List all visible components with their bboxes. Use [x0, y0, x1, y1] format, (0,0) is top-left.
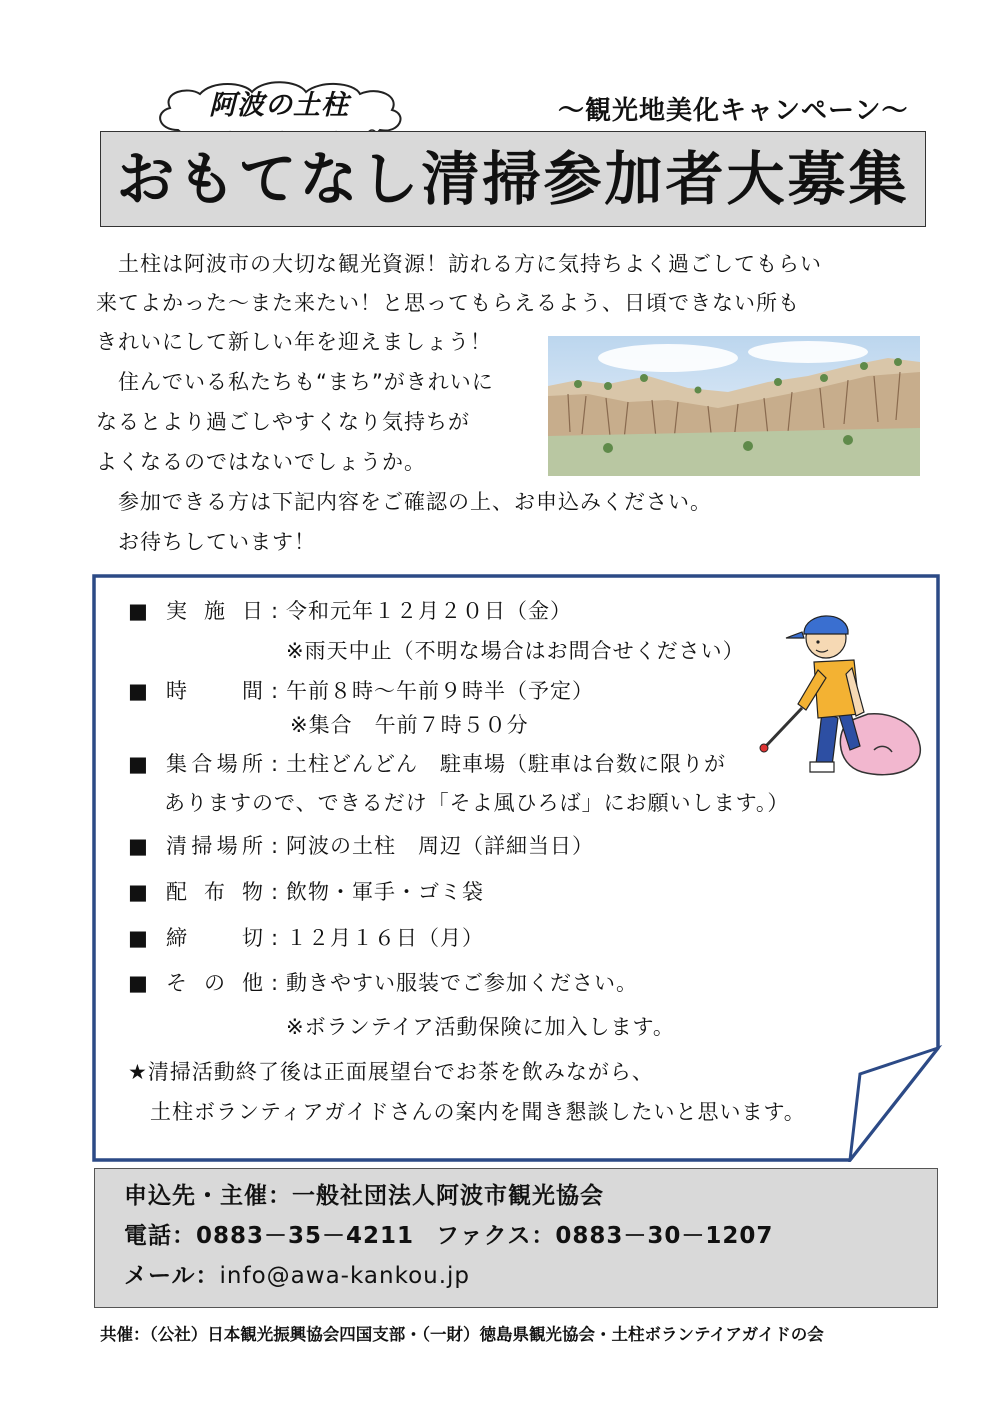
phone-number: 0883－35－4211	[196, 1223, 415, 1249]
detail-distribution: ■ 配布物 : 飲物・軍手・ゴミ袋	[128, 877, 484, 907]
intro-line: きれいにして新しい年を迎えましょう！	[96, 330, 492, 354]
mail-label: メール：	[124, 1263, 220, 1289]
detail-time: ■ 時間 : 午前８時～午前９時半（予定）	[128, 676, 594, 706]
intro-line: 土柱は阿波市の大切な観光資源！訪れる方に気持ちよく過ごしてもらい	[96, 252, 822, 276]
detail-cleaning-place: ■ 清掃場所 : 阿波の土柱 周辺（詳細当日）	[128, 831, 594, 861]
detail-other: ■ その他 : 動きやすい服装でご参加ください。	[128, 968, 638, 998]
detail-label: 清掃場所	[166, 834, 264, 858]
phone-label: 電話：	[124, 1223, 196, 1249]
earth-pillars-illustration	[548, 336, 920, 476]
detail-value: 令和元年１２月２０日（金）	[286, 599, 572, 623]
detail-value: 土柱どんどん 駐車場（駐車は台数に限りが	[286, 752, 726, 776]
detail-value: １２月１６日（月）	[286, 926, 484, 950]
cleanup-volunteer-illustration	[752, 600, 932, 790]
star-note: ★清掃活動終了後は正面展望台でお茶を飲みながら、	[128, 1060, 654, 1084]
intro-line: 来てよかった～また来たい！と思ってもらえるよう、日頃できない所も	[96, 291, 800, 315]
intro-line: 参加できる方は下記内容をご確認の上、お申込みください。	[96, 490, 712, 514]
bullet-square: ■	[128, 880, 149, 904]
detail-label: 締切	[166, 926, 264, 950]
fax-number: 0883－30－1207	[555, 1223, 774, 1249]
campaign-subtitle: ～観光地美化キャンペーン～	[558, 96, 909, 126]
mail-line	[124, 1260, 470, 1292]
detail-note: ※雨天中止（不明な場合はお問合せください）	[286, 639, 745, 663]
detail-value: 阿波の土柱 周辺（詳細当日）	[286, 834, 594, 858]
bullet-square: ■	[128, 752, 149, 776]
detail-note: ※集合 午前７時５０分	[290, 713, 529, 737]
bullet-square: ■	[128, 679, 149, 703]
intro-line: お待ちしています！	[96, 530, 316, 554]
detail-note: ありますので、できるだけ「そよ風ひろば」にお願いします。）	[164, 791, 790, 815]
detail-meeting-place: ■ 集合場所 : 土柱どんどん 駐車場（駐車は台数に限りが	[128, 749, 726, 779]
intro-line: よくなるのではないでしょうか。	[96, 450, 426, 474]
page-title: おもてなし清掃参加者大募集	[116, 145, 910, 213]
detail-value: 飲物・軍手・ゴミ袋	[286, 880, 484, 904]
detail-label: 集合場所	[166, 752, 264, 776]
organizer-line	[124, 1180, 604, 1212]
bullet-square: ■	[128, 599, 149, 623]
detail-label: 実施日	[166, 599, 264, 623]
phone-line	[124, 1220, 773, 1252]
fax-label: ファクス：	[436, 1223, 556, 1249]
badge-title: 阿波の土柱	[209, 90, 349, 121]
detail-value: 午前８時～午前９時半（予定）	[286, 679, 594, 703]
organizer-label: 申込先・主催：	[124, 1183, 292, 1209]
cohost-line: 共催：（公社）日本観光振興協会四国支部・（一財）徳島県観光協会・土柱ボランテイアガイドの会	[100, 1325, 824, 1344]
organizer-name: 一般社団法人阿波市観光協会	[292, 1183, 604, 1209]
detail-value: 動きやすい服装でご参加ください。	[286, 971, 638, 995]
intro-line: 住んでいる私たちも“まち”がきれいに	[96, 370, 494, 394]
bullet-square: ■	[128, 971, 149, 995]
detail-label: その他	[166, 971, 264, 995]
mail-address[interactable]: info@awa-kankou.jp	[219, 1263, 471, 1289]
detail-label: 配布物	[166, 880, 264, 904]
detail-date: ■ 実施日 : 令和元年１２月２０日（金）	[128, 596, 572, 626]
star-note: 土柱ボランティアガイドさんの案内を聞き懇談したいと思います。	[128, 1100, 806, 1124]
detail-label: 時間	[166, 679, 264, 703]
bullet-square: ■	[128, 926, 149, 950]
bullet-square: ■	[128, 834, 149, 858]
intro-line: なるとより過ごしやすくなり気持ちが	[96, 410, 470, 434]
detail-note: ※ボランテイア活動保険に加入します。	[286, 1015, 675, 1039]
detail-deadline: ■ 締切 : １２月１６日（月）	[128, 923, 484, 953]
